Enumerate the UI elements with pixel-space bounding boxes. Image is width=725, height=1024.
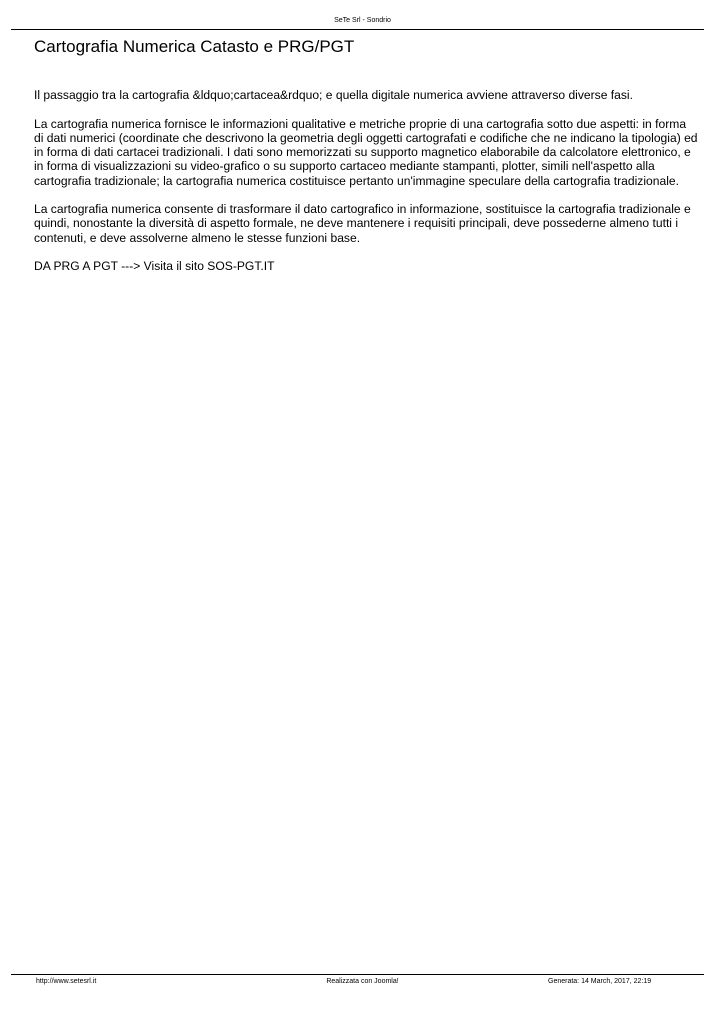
footer-divider — [11, 974, 704, 975]
pgt-link-paragraph: DA PRG A PGT ---> Visita il sito SOS-PGT.IT — [34, 259, 275, 274]
page-title: Cartografia Numerica Catasto e PRG/PGT — [34, 37, 355, 56]
header-divider — [11, 29, 704, 30]
page-footer — [0, 977, 725, 987]
footer-site-url: http://www.setesrl.it — [36, 978, 97, 985]
page-header: SeTe Srl - Sondrio — [334, 17, 391, 24]
intro-paragraph: Il passaggio tra la cartografia &ldquo;cartacea&rdquo; e quella digitale numerica avviene attraverso diverse fasi. — [34, 88, 633, 102]
article-body — [34, 88, 698, 288]
body-paragraph: La cartografia numerica fornisce le informazioni qualitative e metriche proprie di una cartografia sotto due aspetti: in forma di dati numerici (coordinate che descrivono la geometria degli oggetti cartografati e codifiche che ne indicano la tipologia) ed in forma di dati cartacei tradizionali. I dati sono memorizzati su supporto magnetico elaborabile da calcolatore elettronico, e in forma di visualizzazioni su video-grafico o su supporto cartaceo mediante stampanti, plotter, simili nell'aspetto alla cartografia tradizionale; la cartografia numerica costituisce pertanto un'immagine speculare della cartografia tradizionale. — [34, 116, 698, 188]
footer-generated-date: Generata: 14 March, 2017, 22:19 — [548, 978, 652, 985]
footer-powered-by: Realizzata con Joomla! — [326, 978, 399, 985]
body-paragraph: La cartografia numerica consente di trasformare il dato cartografico in informazione, sostituisce la cartografia tradizionale e quindi, nonostante la diversità di aspetto formale, ne deve mantenere i requisiti principali, deve possederne almeno tutti i contenuti, e deve assolverne almeno le stesse funzioni base. — [34, 202, 691, 245]
